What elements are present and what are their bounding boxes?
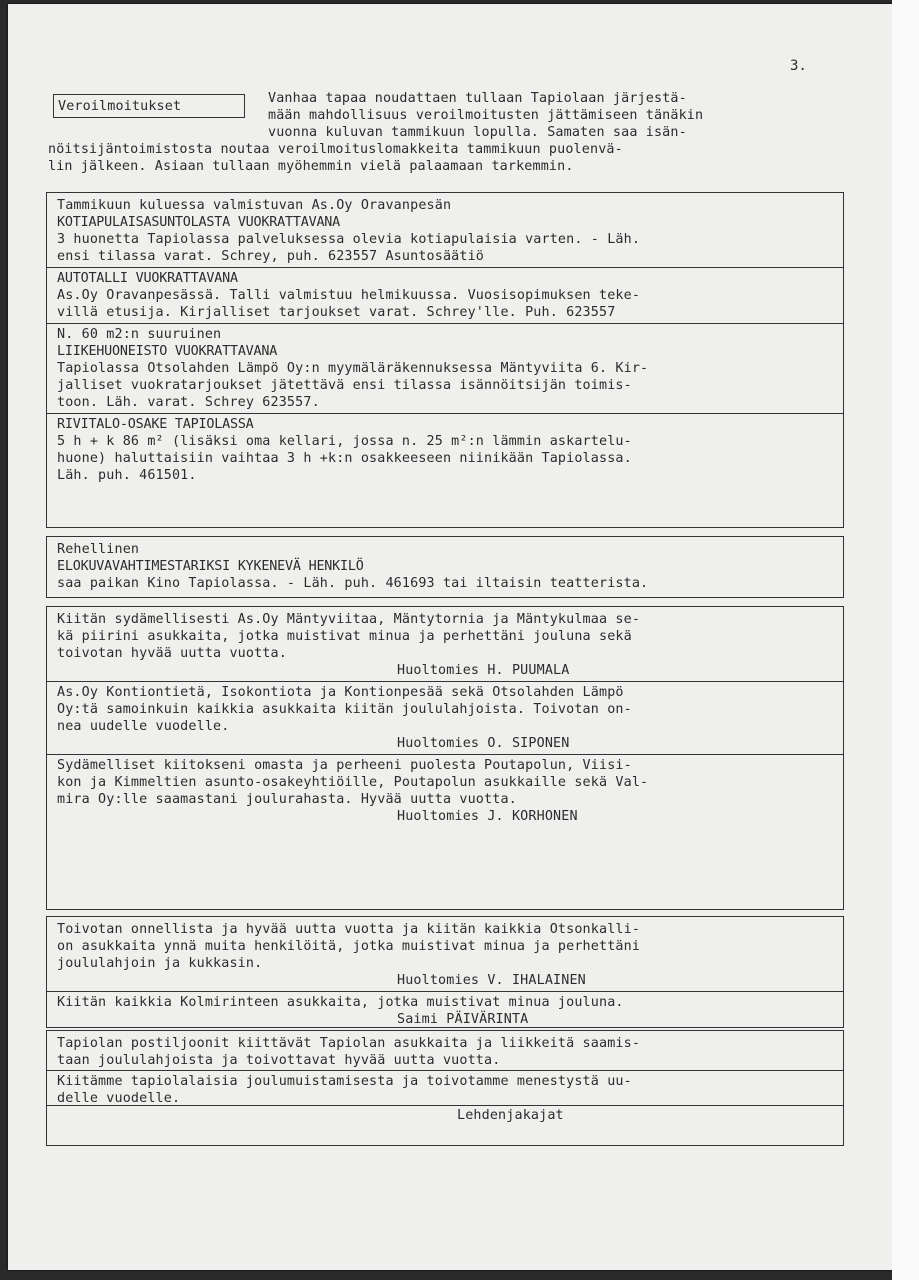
thanks-line: Sydämelliset kiitokseni omasta ja perheeni puolesta Poutapolun, Viisi-	[57, 758, 632, 773]
thanks-line: on asukkaita ynnä muita henkilöitä, jotka muistivat minua ja perhettäni	[57, 939, 641, 954]
page-number: 3.	[790, 58, 807, 74]
divider	[47, 991, 844, 992]
ad-line: toon. Läh. varat. Schrey 623557.	[57, 395, 320, 410]
thanks-line: kä piirini asukkaita, jotka muistivat minua ja perhettäni jouluna sekä	[57, 629, 632, 644]
section-tag: Veroilmoitukset	[53, 94, 245, 118]
divider	[47, 681, 844, 682]
ad-heading: KOTIAPULAISASUNTOLASTA VUOKRATTAVANA	[57, 215, 341, 230]
intro-line: vuonna kuluvan tammikuun lopulla. Samaten saa isän-	[268, 125, 687, 140]
ad-line: jalliset vuokratarjoukset jätettävä ensi tilassa isännöitsijän toimis-	[57, 378, 632, 393]
scan-margin	[892, 0, 919, 1280]
ad-line: saa paikan Kino Tapiolassa. - Läh. puh. 461693 tai iltaisin teatterista.	[57, 576, 649, 591]
thanks-line: nea uudelle vuodelle.	[57, 719, 230, 734]
ad-line: Läh. puh. 461501.	[57, 468, 197, 483]
thanks-line: mira Oy:lle saamastani joulurahasta. Hyvää uutta vuotta.	[57, 792, 517, 807]
thanks-note	[57, 757, 843, 825]
thanks-signature: Huoltomies J. KORHONEN	[397, 809, 578, 824]
ad-line: Tapiolassa Otsolahden Lämpö Oy:n myymäläräkennuksessa Mäntyviita 6. Kir-	[57, 361, 649, 376]
thanks-box	[46, 916, 844, 1028]
thanks-signature: Huoltomies H. PUUMALA	[397, 663, 570, 678]
thanks-note	[57, 917, 843, 989]
thanks-note	[57, 1073, 843, 1124]
thanks-line: Kiitän sydämellisesti As.Oy Mäntyviitaa, Mäntytornia ja Mäntykulmaa se-	[57, 612, 641, 627]
thanks-line: Tapiolan postiljoonit kiittävät Tapiolan asukkaita ja liikkeitä saamis-	[57, 1036, 641, 1051]
thanks-box	[46, 606, 844, 910]
ad-line: As.Oy Oravanpesässä. Talli valmistuu helmikuussa. Vuosisopimuksen teke-	[57, 288, 641, 303]
thanks-signature: Huoltomies V. IHALAINEN	[397, 973, 586, 988]
thanks-line: delle vuodelle.	[57, 1091, 181, 1106]
intro-line: Vanhaa tapaa noudattaen tullaan Tapiolaan järjestä-	[268, 91, 687, 106]
ad-line: ensi tilassa varat. Schrey, puh. 623557 Asuntosäätiö	[57, 249, 485, 264]
thanks-line: Kiitämme tapiolalaisia joulumuistamisesta ja toivotamme menestystä uu-	[57, 1074, 632, 1089]
thanks-line: taan joululahjoista ja toivottavat hyvää uutta vuotta.	[57, 1053, 501, 1068]
ad-job-box	[46, 536, 844, 598]
thanks-signature: Saimi PÄIVÄRINTA	[397, 1012, 529, 1027]
intro-line: nöitsijäntoimistosta noutaa veroilmoituslomakkeita tammikuun puolenvä-	[48, 142, 623, 157]
thanks-line: Toivotan onnellista ja hyvää uutta vuotta ja kiitän kaikkia Otsonkalli-	[57, 922, 641, 937]
thanks-note	[57, 607, 843, 679]
divider	[47, 323, 844, 324]
divider	[47, 267, 844, 268]
thanks-line: Kiitän kaikkia Kolmirinteen asukkaita, jotka muistivat minua jouluna.	[57, 995, 624, 1010]
divider	[47, 1070, 844, 1071]
thanks-note	[57, 994, 843, 1028]
ad-line: Rehellinen	[57, 542, 140, 557]
ad-line: 5 h + k 86 m² (lisäksi oma kellari, jossa n. 25 m²:n lämmin askartelu-	[57, 434, 632, 449]
classified-ads-box	[46, 192, 844, 528]
thanks-signature: Huoltomies O. SIPONEN	[397, 736, 570, 751]
ad-heading: AUTOTALLI VUOKRATTAVANA	[57, 271, 238, 286]
thanks-box	[46, 1070, 844, 1146]
ad-heading: RIVITALO-OSAKE TAPIOLASSA	[57, 417, 254, 432]
ad-heading: LIIKEHUONEISTO VUOKRATTAVANA	[57, 344, 278, 359]
thanks-signature: Lehdenjakajat	[457, 1108, 564, 1123]
ad-business-premises	[57, 326, 843, 411]
ad-garage	[57, 270, 843, 321]
thanks-line: As.Oy Kontiontietä, Isokontiota ja Kontionpesää sekä Otsolahden Lämpö	[57, 685, 624, 700]
ad-apartment	[57, 197, 843, 265]
intro-paragraph	[48, 90, 703, 175]
divider	[47, 413, 844, 414]
thanks-line: toivotan hyvää uutta vuotta.	[57, 646, 287, 661]
intro-line: lin jälkeen. Asiaan tullaan myöhemmin vielä palaamaan tarkemmin.	[48, 159, 574, 174]
thanks-line: Oy:tä samoinkuin kaikkia asukkaita kiitän joululahjoista. Toivotan on-	[57, 702, 632, 717]
thanks-note	[57, 684, 843, 752]
ad-line: N. 60 m2:n suuruinen	[57, 327, 222, 342]
ad-line: villä etusija. Kirjalliset tarjoukset varat. Schrey'lle. Puh. 623557	[57, 305, 616, 320]
thanks-line: kon ja Kimmeltien asunto-osakeyhtiöille, Poutapolun asukkaille sekä Val-	[57, 775, 649, 790]
ad-line: 3 huonetta Tapiolassa palveluksessa olevia kotiapulaisia varten. - Läh.	[57, 232, 641, 247]
ad-line: Tammikuun kuluessa valmistuvan As.Oy Oravanpesän	[57, 198, 452, 213]
thanks-note	[57, 1031, 843, 1069]
ad-row-house	[57, 416, 843, 484]
ad-heading: ELOKUVAVAHTIMESTARIKSI KYKENEVÄ HENKILÖ	[57, 559, 364, 574]
divider	[47, 754, 844, 755]
thanks-line: joululahjoin ja kukkasin.	[57, 956, 263, 971]
ad-line: huone) haluttaisiin vaihtaa 3 h +k:n osakkeeseen niinikään Tapiolassa.	[57, 451, 632, 466]
intro-line: mään mahdollisuus veroilmoitusten jättämiseen tänäkin	[268, 108, 704, 123]
